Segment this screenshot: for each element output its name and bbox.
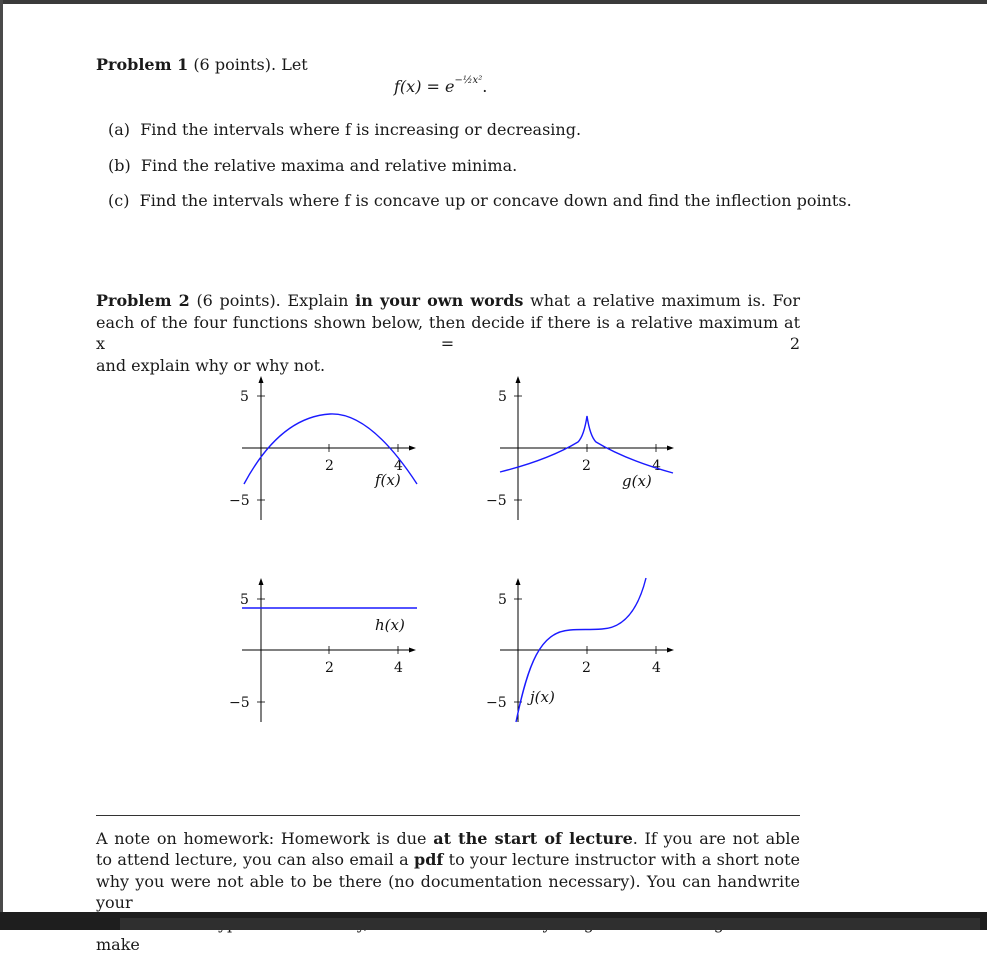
problem-1-formula	[394, 74, 488, 96]
problem-1-points: (6 points).	[193, 55, 277, 74]
tick-label-neg5: −5	[486, 493, 507, 509]
problem-2-line-3: and explain why or why not.	[96, 355, 326, 375]
problem-1-lead: Let	[281, 55, 308, 74]
problem-2-line-1	[96, 290, 800, 312]
problem-2-label: Problem 2	[96, 291, 190, 310]
tick-label-5: 5	[498, 592, 507, 608]
note-text: to your lecture instructor with a short note	[448, 850, 801, 870]
note-emphasis: at the start of lecture	[433, 829, 633, 848]
y-axis-arrow	[516, 578, 521, 585]
tick-label-5: 5	[498, 389, 507, 405]
note-text: . If you are not able	[632, 829, 801, 848]
graph-h	[220, 574, 430, 722]
tick-label-5: 5	[240, 592, 249, 608]
problem-1-item-b	[108, 155, 517, 176]
j-label: j(x)	[530, 688, 555, 706]
item-marker: (b)	[108, 156, 131, 175]
problem-1-header	[96, 54, 308, 75]
problem-2-line-2: each of the four functions shown below, then decide if there is a relative maximum at x = 2	[96, 312, 800, 353]
problem-1-item-a	[108, 119, 581, 140]
x-axis-arrow	[667, 446, 674, 451]
g-label: g(x)	[622, 472, 652, 490]
h-label: h(x)	[375, 616, 405, 634]
tick-label-4: 4	[394, 458, 403, 474]
item-marker: (c)	[108, 191, 130, 210]
item-text: Find the intervals where f is increasing or decreasing.	[140, 120, 582, 139]
problem-2-text: Explain	[287, 291, 349, 310]
y-axis-arrow	[259, 376, 264, 383]
x-axis-arrow	[667, 648, 674, 653]
problem-1-label: Problem 1	[96, 55, 189, 74]
tick-label-4: 4	[652, 660, 661, 676]
homework-note	[96, 828, 800, 956]
y-axis-arrow	[516, 376, 521, 383]
note-line-4: make	[96, 935, 140, 955]
y-axis-arrow	[259, 578, 264, 585]
graph-j	[478, 574, 688, 722]
tick-label-4: 4	[652, 458, 661, 474]
problem-2-paragraph	[96, 290, 800, 376]
graph-f	[220, 372, 430, 520]
window-left-border	[0, 0, 3, 930]
tick-label-4: 4	[394, 660, 403, 676]
formula-exponent: −½x²	[454, 74, 483, 86]
formula-lhs: f(x) = e	[394, 77, 455, 96]
problem-2-emphasis: in your own words	[355, 291, 524, 310]
tick-label-2: 2	[325, 458, 334, 474]
note-separator	[96, 815, 800, 816]
problem-1-item-c	[108, 190, 852, 211]
problem-2-text: what a relative maximum is. For	[530, 291, 801, 310]
x-axis-arrow	[409, 446, 416, 451]
tick-label-2: 2	[325, 660, 334, 676]
tick-label-2: 2	[582, 660, 591, 676]
problem-2-points: (6 points).	[196, 291, 281, 310]
note-line-1	[96, 828, 800, 849]
note-emphasis-pdf: pdf	[414, 850, 444, 870]
item-text: Find the relative maxima and relative minima.	[140, 156, 518, 175]
tick-label-neg5: −5	[229, 493, 250, 509]
tick-label-2: 2	[582, 458, 591, 474]
window-bottom-bar	[0, 912, 987, 930]
tick-label-neg5: −5	[229, 695, 250, 711]
note-text: to attend lecture, you can also email a	[96, 850, 409, 870]
note-text: A note on homework: Homework is due	[96, 829, 427, 848]
tick-label-neg5: −5	[486, 695, 507, 711]
window-top-border	[0, 0, 987, 4]
f-label: f(x)	[375, 471, 401, 489]
formula-end: .	[482, 77, 488, 96]
note-line-2	[96, 849, 800, 870]
note-line-3: why you were not able to be there (no documentation necessary). You can handwrite your	[96, 871, 800, 912]
graph-g	[478, 372, 688, 520]
item-text: Find the intervals where f is concave up or concave down and find the inflection points.	[139, 191, 852, 210]
x-axis-arrow	[409, 648, 416, 653]
scrollbar-track	[120, 918, 980, 930]
item-marker: (a)	[108, 120, 131, 139]
tick-label-5: 5	[240, 389, 249, 405]
